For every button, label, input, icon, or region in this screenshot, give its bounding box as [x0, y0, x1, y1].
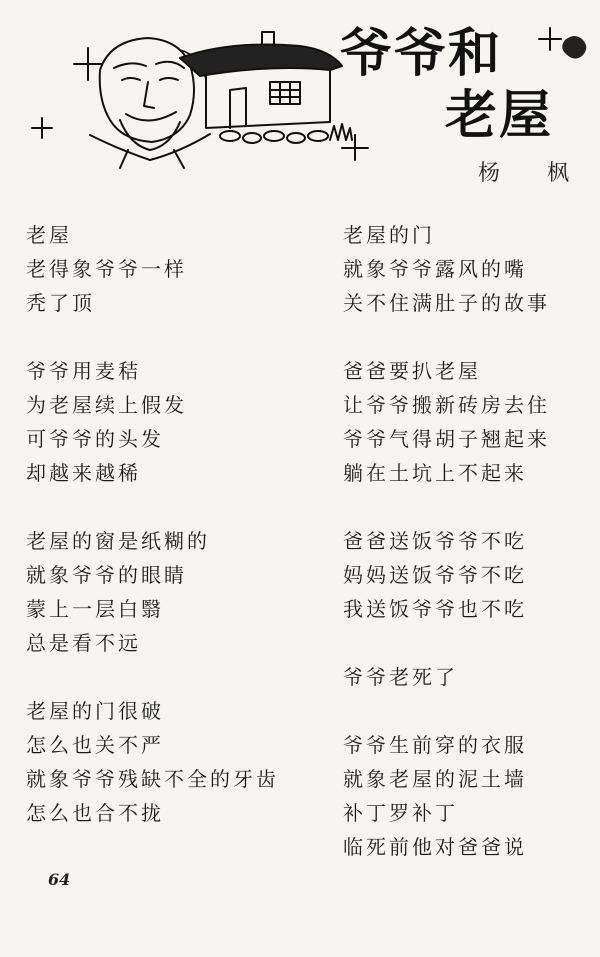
stanza [343, 218, 600, 320]
poem-line: 躺在土坑上不起来 [343, 461, 527, 485]
poem-line: 总是看不远 [26, 631, 141, 655]
stanza [343, 660, 600, 694]
sparkle-icon [32, 118, 52, 138]
stone-path-drawing [220, 131, 328, 143]
sparkle-icon [539, 28, 561, 50]
poem-line: 爷爷生前穿的衣服 [343, 733, 527, 757]
poem-line: 我送饭爷爷也不吃 [343, 597, 527, 621]
poem-line: 就象老屋的泥土墙 [343, 767, 527, 791]
poem-line: 却越来越稀 [26, 461, 141, 485]
poem-line: 老屋的窗是纸糊的 [26, 529, 210, 553]
poem-line: 爷爷老死了 [343, 665, 458, 689]
poem-line: 爷爷用麦秸 [26, 359, 141, 383]
poem-line: 秃了顶 [26, 291, 95, 315]
stanza [343, 728, 600, 864]
poem-line: 老屋的门很破 [26, 699, 164, 723]
poem-line: 老屋 [26, 223, 72, 247]
poem-line: 临死前他对爸爸说 [343, 835, 527, 859]
poem-line: 爸爸送饭爷爷不吃 [343, 529, 527, 553]
stanza [26, 354, 296, 490]
grass-drawing [330, 124, 352, 140]
stanza [343, 524, 600, 626]
poem-title-line-1: 爷爷和 [340, 24, 503, 84]
poem-line: 妈妈送饭爷爷不吃 [343, 563, 527, 587]
old-house-drawing [180, 32, 342, 128]
sparkle-icon [74, 48, 102, 80]
poem-line: 为老屋续上假发 [26, 393, 187, 417]
ink-blot-icon [562, 36, 586, 59]
poem-column-left [26, 218, 296, 830]
stanza [26, 524, 296, 660]
poem-line: 让爷爷搬新砖房去住 [343, 393, 550, 417]
poem-line: 蒙上一层白翳 [26, 597, 164, 621]
author-name: 杨 枫 [478, 161, 589, 186]
poem-column-right [343, 218, 600, 864]
poem-line: 就象爷爷残缺不全的牙齿 [26, 767, 279, 791]
poem-line: 怎么也关不严 [26, 733, 164, 757]
poem-line: 补丁罗补丁 [343, 801, 458, 825]
poem-line: 就象爷爷的眼睛 [26, 563, 187, 587]
poem-line: 就象爷爷露风的嘴 [343, 257, 527, 281]
stanza [26, 694, 296, 830]
poem-line: 怎么也合不拢 [26, 801, 164, 825]
poem-title-line-2: 老屋 [445, 86, 554, 146]
poem-line: 老屋的门 [343, 223, 435, 247]
page-number: 64 [48, 870, 71, 889]
stanza [343, 354, 600, 490]
poem-line: 爷爷气得胡子翘起来 [343, 427, 550, 451]
poem-line: 爸爸要扒老屋 [343, 359, 481, 383]
poem-line: 老得象爷爷一样 [26, 257, 187, 281]
stanza [26, 218, 296, 320]
poem-line: 关不住满肚子的故事 [343, 291, 550, 315]
poem-line: 可爷爷的头发 [26, 427, 164, 451]
